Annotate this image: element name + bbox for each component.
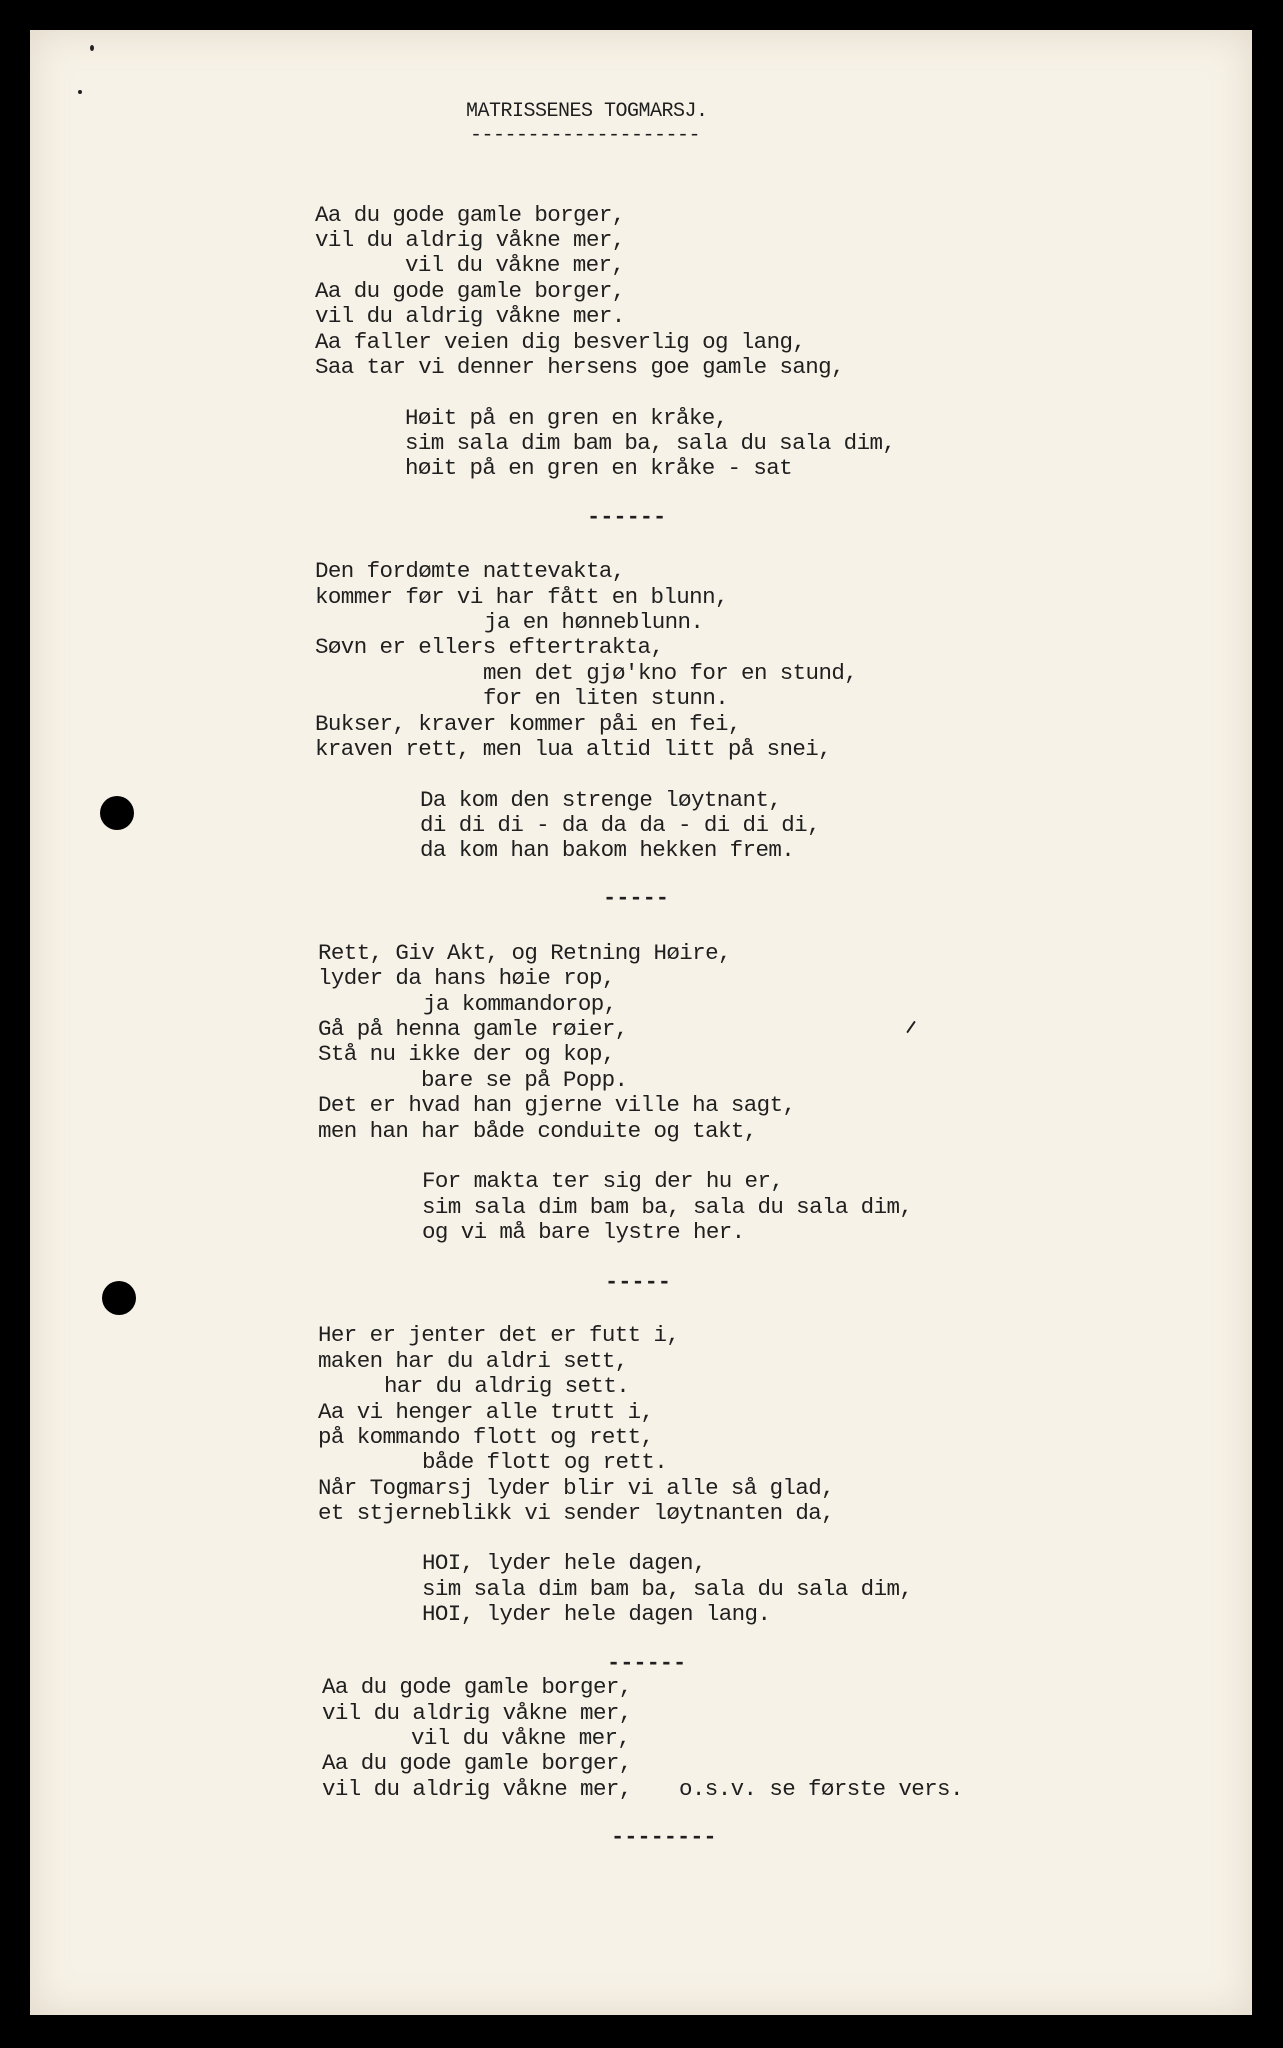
refrain-line: høit på en gren en kråke - sat <box>405 455 793 481</box>
refrain-line: sim sala dim bam ba, sala du sala dim, <box>405 430 896 456</box>
stanza-separator: ------ <box>587 505 667 530</box>
verse-line: Bukser, kraver kommer påi en fei, <box>315 711 741 737</box>
verse-line: men han har både conduite og takt, <box>318 1118 757 1144</box>
verse-line: vil du aldrig våkne mer, <box>322 1700 632 1726</box>
verse-line: Den fordømte nattevakta, <box>315 558 625 584</box>
verse-line: Aa du gode gamle borger, <box>322 1674 632 1700</box>
refrain-line: HOI, lyder hele dagen, <box>422 1550 706 1576</box>
verse-line: kraven rett, men lua altid litt på snei, <box>315 736 832 762</box>
refrain-line: For makta ter sig der hu er, <box>422 1168 784 1194</box>
ink-speck <box>78 90 82 94</box>
verse-line: Aa du gode gamle borger, <box>315 202 625 228</box>
punch-hole <box>100 796 134 830</box>
verse-line: lyder da hans høie rop, <box>318 965 615 991</box>
verse-line: Stå nu ikke der og kop, <box>318 1041 615 1067</box>
refrain-line: Da kom den strenge løytnant, <box>420 787 782 813</box>
refrain-line: og vi må bare lystre her. <box>422 1219 745 1245</box>
refrain-line: da kom han bakom hekken frem. <box>420 837 795 863</box>
verse-line: Rett, Giv Akt, og Retning Høire, <box>318 940 731 966</box>
verse-line: kommer før vi har fått en blunn, <box>315 584 728 610</box>
verse-line: et stjerneblikk vi sender løytnanten da, <box>318 1500 835 1526</box>
stanza-separator: ----- <box>605 1270 672 1295</box>
verse-line: bare se på Popp. <box>421 1067 628 1093</box>
title-underline: -------------------- <box>470 124 701 147</box>
verse-line: ja kommandorop, <box>423 991 617 1017</box>
verse-line: men det gjø'kno for en stund, <box>483 660 858 686</box>
end-separator: -------- <box>611 1825 717 1850</box>
verse-line: Søvn er ellers eftertrakta, <box>315 634 664 660</box>
verse-line: Når Togmarsj lyder blir vi alle så glad, <box>318 1475 835 1501</box>
page-title: MATRISSENES TOGMARSJ. <box>466 100 708 123</box>
punch-hole <box>102 1281 136 1315</box>
stanza-separator: ----- <box>603 886 670 911</box>
verse-line: Aa vi henger alle trutt i, <box>318 1399 654 1425</box>
verse-line: ja en hønneblunn. <box>484 609 704 635</box>
verse-line: Det er hvad han gjerne ville ha sagt, <box>318 1092 796 1118</box>
verse-line: Her er jenter det er futt i, <box>318 1322 680 1348</box>
verse-line: på kommando flott og rett, <box>318 1424 654 1450</box>
verse-line: vil du aldrig våkne mer, <box>322 1776 632 1802</box>
verse-line: vil du våkne mer, <box>411 1725 631 1751</box>
verse-line: har du aldrig sett. <box>384 1373 630 1399</box>
verse-line: Aa du gode gamle borger, <box>322 1750 632 1776</box>
verse-line: vil du aldrig våkne mer, <box>315 227 625 253</box>
refrain-line: sim sala dim bam ba, sala du sala dim, <box>422 1194 913 1220</box>
refrain-line: di di di - da da da - di di di, <box>420 812 820 838</box>
refrain-line: sim sala dim bam ba, sala du sala dim, <box>422 1576 913 1602</box>
verse-line: Aa du gode gamle borger, <box>315 278 625 304</box>
verse-line: maken har du aldri sett, <box>318 1348 628 1374</box>
ink-speck <box>90 45 94 51</box>
verse-line: vil du våkne mer, <box>405 252 625 278</box>
verse-line: Gå på henna gamle røier, <box>318 1016 628 1042</box>
refrain-line: HOI, lyder hele dagen lang. <box>422 1601 771 1627</box>
stanza-separator: ------ <box>607 1651 687 1676</box>
typewritten-page <box>30 30 1252 2015</box>
repeat-note: o.s.v. se første vers. <box>679 1776 963 1802</box>
verse-line: Aa faller veien dig besverlig og lang, <box>315 329 806 355</box>
verse-line: Saa tar vi denner hersens goe gamle sang, <box>315 354 844 380</box>
verse-line: både flott og rett. <box>422 1449 668 1475</box>
verse-line: for en liten stunn. <box>483 685 729 711</box>
verse-line: vil du aldrig våkne mer. <box>315 303 625 329</box>
refrain-line: Høit på en gren en kråke, <box>405 405 728 431</box>
ink-speck <box>906 1021 916 1034</box>
